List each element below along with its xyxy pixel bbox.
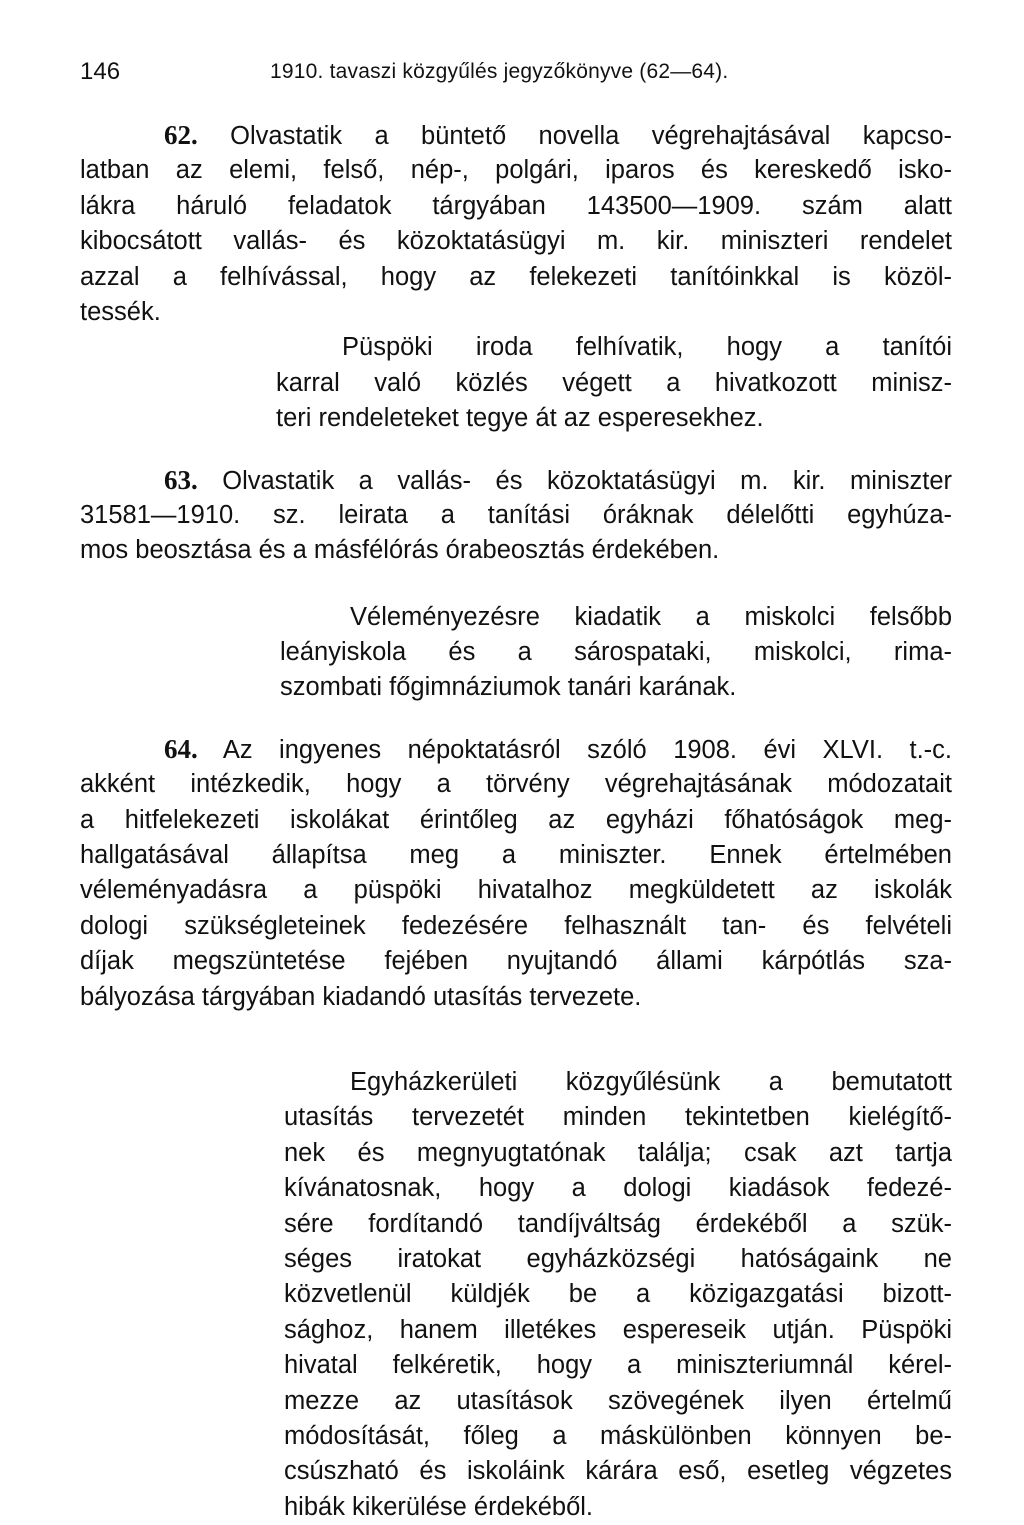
item-62-number: 62. [164,120,198,150]
item-62 [80,118,952,330]
item-63 [80,463,952,569]
item-62-line-5: azzal a felhívással, hogy az felekezeti tanítóinkkal is közöl- [80,262,952,291]
spacer [80,706,952,732]
item-64-res-line-13: hibák kikerülése érdekéből. [284,1492,594,1521]
item-64-res-line-9: hivatal felkéretik, hogy a miniszteriumnál kérel- [284,1351,952,1380]
item-62-line-2: latban az elemi, felső, nép-, polgári, iparos és kereskedő isko- [80,156,952,185]
item-64-res-line-7: közvetlenül küldjék be a közigazgatási bizott- [284,1280,952,1309]
item-64-res-line-11: módosítását, főleg a máskülönben könnyen be- [284,1421,952,1450]
item-62-resolution [80,330,952,436]
page-body [80,118,952,1525]
item-63-res-line-2: leányiskola és a sárospataki, miskolci, rima- [280,638,952,667]
item-64-line-5: véleményadásra a püspöki hivatalhoz megküldetett az iskolák [80,876,952,905]
item-64-resolution [80,1065,952,1525]
item-62-line-4: kibocsátott vallás- és közoktatásügyi m. kir. miniszteri rendelet [80,227,952,256]
spacer [80,1015,952,1065]
item-64-line-1 [80,732,952,767]
item-64 [80,732,952,1015]
spacer [80,437,952,463]
item-64-line-3: a hitfelekezeti iskolákat érintőleg az egyházi főhatóságok meg- [80,805,952,834]
item-64-line-6: dologi szükségleteinek fedezésére felhasznált tan- és felvételi [80,911,952,940]
item-62-res-line-3: teri rendeleteket tegye át az esperesekhez. [276,404,764,433]
item-63-line-3: mos beosztása és a másfélórás órabeosztás érdekében. [80,536,720,565]
item-63-line-1 [80,463,952,498]
item-62-line-1 [80,118,952,153]
item-64-res-line-12: csúszható és iskoláink kárára eső, esetleg végzetes [284,1457,952,1486]
item-64-line-4: hallgatásával állapítsa meg a miniszter. Ennek értelmében [80,841,952,870]
item-63-number: 63. [164,464,198,495]
item-62-text-1: Olvastatik a büntető novella végrehajtásával kapcso- [230,122,952,150]
item-62-line-3: lákra háruló feladatok tárgyában 143500—1909. szám alatt [80,191,952,220]
page-number: 146 [80,58,121,85]
item-64-res-line-10: mezze az utasítások szövegének ilyen értelmű [284,1386,952,1415]
item-64-line-7: díjak megszüntetése fejében nyujtandó állami kárpótlás sza- [80,947,952,976]
item-64-res-line-8: sághoz, hanem illetékes espereseik utján. Püspöki [284,1315,952,1344]
item-63-text-1: Olvastatik a vallás- és közoktatásügyi m. kir. miniszter [222,466,952,495]
item-63-res-line-3: szombati főgimnáziumok tanári karának. [280,673,737,702]
item-64-res-line-6: séges iratokat egyházközségi hatóságaink ne [284,1244,952,1273]
item-64-res-line-5: sére fordítandó tandíjváltság érdekéből a szük- [284,1209,952,1238]
item-63-line-2: 31581—1910. sz. leirata a tanítási óráknak délelőtti egyhúza- [80,500,952,529]
item-64-res-line-3: nek és megnyugtatónak találja; csak azt tartja [284,1138,952,1167]
item-62-res-line-2: karral való közlés végett a hivatkozott minisz- [276,368,952,397]
item-63-resolution [80,600,952,706]
page-header [80,58,960,92]
item-64-number: 64. [164,733,198,764]
item-64-res-line-1: Egyházkerületi közgyűlésünk a bemutatott [350,1067,952,1096]
item-64-line-2: akként intézkedik, hogy a törvény végrehajtásának módozatait [80,770,952,799]
item-62-res-line-1: Püspöki iroda felhívatik, hogy a tanítói [342,333,952,362]
item-64-line-8: bályozása tárgyában kiadandó utasítás tervezete. [80,982,642,1011]
spacer [80,569,952,600]
running-title: 1910. tavaszi közgyűlés jegyzőkönyve (62—64). [270,60,729,83]
item-62-line-6: tessék. [80,297,161,326]
item-64-res-line-4: kívánatosnak, hogy a dologi kiadások fedezé- [284,1174,952,1203]
item-64-text-1: Az ingyenes népoktatásról szóló 1908. évi XLVI. t.-c. [222,735,952,764]
item-64-res-line-2: utasítás tervezetét minden tekintetben kielégítő- [284,1103,952,1132]
item-63-res-line-1: Véleményezésre kiadatik a miskolci felsőbb [350,602,952,631]
